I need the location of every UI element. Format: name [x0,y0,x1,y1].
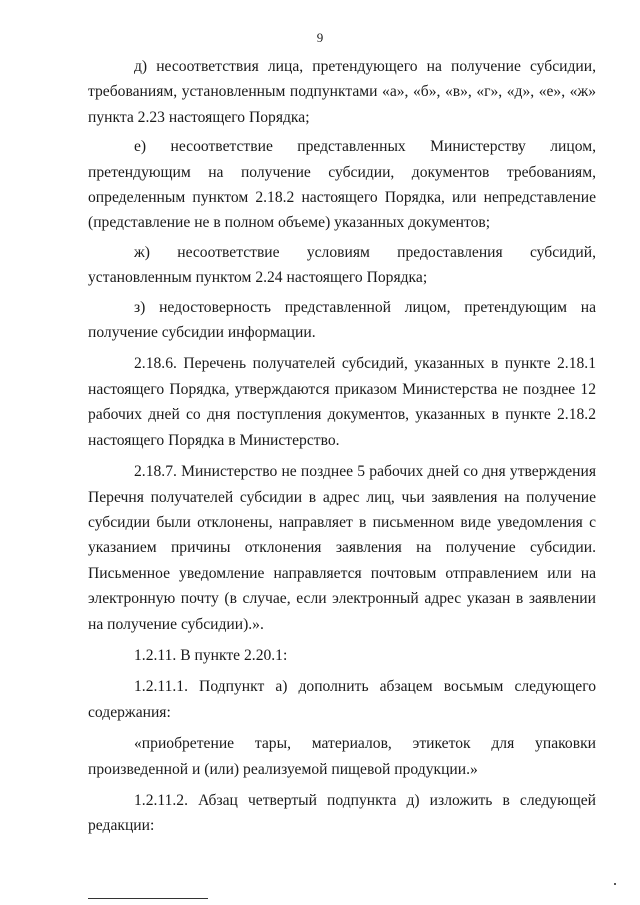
paragraph-1-2-11-2: 1.2.11.2. Абзац четвертый подпункта д) изложить в следующей редакции: [88,791,596,835]
paragraph-1-2-11: 1.2.11. В пункте 2.20.1: [134,646,288,664]
paragraph-e: е) несоответствие представленных Министерству лицом, претендующим на получение субсидии, документов требованиям, определенным пунктом 2.18.2 настоящего Порядка, или непредставление (представление не в полном объеме) указанных документов; [88,138,596,232]
paragraph-quote: «приобретение тары, материалов, этикеток для упаковки произведенной и (или) реализуемой пищевой продукции.» [88,735,596,778]
scan-mark [614,883,616,885]
footnote-divider [88,898,208,899]
paragraph-2-18-7: 2.18.7. Министерство не позднее 5 рабочих дней со дня утверждения Перечня получателей субсидии в адрес лиц, чьи заявления на получение субсидии были отклонены, направляет в письменном виде уведомления с указанием причины отклонения заявления на получение субсидии. Письменное уведомление направляется почтовым отправлением или на электронную почту (в случае, если электронный адрес указан в заявлении на получение субсидии).». [88,463,596,633]
document-body [88,54,596,839]
paragraph-2-18-6: 2.18.6. Перечень получателей субсидий, указанных в пункте 2.18.1 настоящего Порядка, утверждаются приказом Министерства не позднее 12 рабочих дней со дня поступления документов, указанных в пункте 2.18.2 настоящего Порядка в Министерство. [88,355,596,449]
paragraph-zh: ж) несоответствие условиям предоставления субсидий, установленным пунктом 2.24 настоящего Порядка; [88,243,596,287]
paragraph-z: з) недостоверность представленной лицом, претендующим на получение субсидии информации. [88,298,596,342]
page-number: 9 [316,30,324,45]
paragraph-1-2-11-1: 1.2.11.1. Подпункт а) дополнить абзацем восьмым следующего содержания: [88,678,596,721]
paragraph-d: д) несоответствия лица, претендующего на получение субсидии, требованиям, установленным подпунктами «а», «б», «в», «г», «д», «е», «ж» пункта 2.23 настоящего Порядка; [88,58,596,126]
